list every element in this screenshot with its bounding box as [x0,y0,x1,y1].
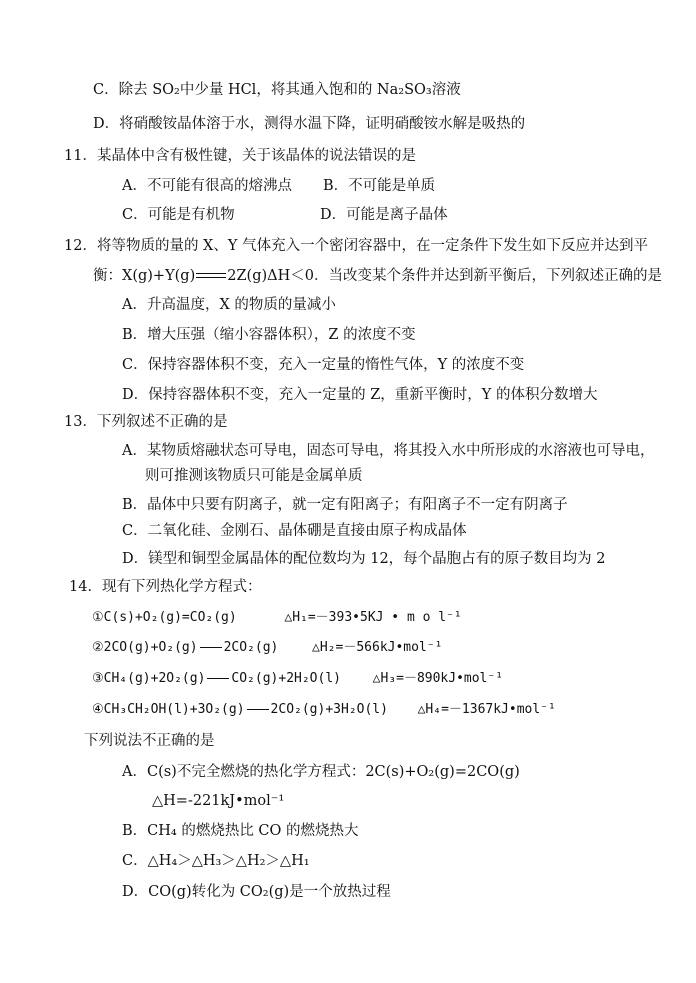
equation-4 [92,700,556,720]
q12-option-d: D．保持容器体积不变，充入一定量的 Z，重新平衡时，Y 的体积分数增大 [122,387,598,403]
q13-option-a-line2: 则可推测该物质只可能是金属单质 [145,468,363,484]
equation-3-lhs: ③CH₄(g)+2O₂(g) [92,671,206,686]
q14-option-a-line2: △H=-221kJ•mol⁻¹ [152,793,285,809]
q14-option-b: B．CH₄ 的燃烧热比 CO 的燃烧热大 [122,823,359,839]
q13-option-c: C．二氧化硅、金刚石、晶体硼是直接由原子构成晶体 [122,523,467,539]
q11-option-a: A．不可能有很高的熔沸点 [122,178,292,194]
equation-3 [92,669,503,689]
q13-option-d: D．镁型和铜型金属晶体的配位数均为 12，每个晶胞占有的原子数目均为 2 [122,551,606,567]
reaction-arrow-icon [200,647,222,648]
q12-option-c: C．保持容器体积不变，充入一定量的惰性气体，Y 的浓度不变 [122,357,525,373]
equation-3-rhs: CO₂(g)+2H₂O(l) [231,671,341,686]
equation-2 [92,638,442,658]
q12-reaction-rhs: 2Z(g)ΔH＜0．当改变某个条件并达到新平衡后，下列叙述正确的是 [227,268,662,284]
equation-4-lhs: ④CH₃CH₂OH(l)+3O₂(g) [92,702,245,717]
question-12: 12．将等物质的量的 X、Y 气体充入一个密闭容器中，在一定条件下发生如下反应并达到平 [64,238,649,254]
q12-reaction-lhs: 衡：X(g)+Y(g) [93,268,196,284]
question-13: 13．下列叙述不正确的是 [64,414,228,430]
equation-1 [92,608,462,628]
equation-4-rhs: 2CO₂(g)+3H₂O(l) [270,702,388,717]
q12-option-a: A．升高温度，X 的物质的量减小 [122,297,336,313]
q13-option-a-line1: A．某物质熔融状态可导电，固态可导电，将其投入水中所形成的水溶液也可导电， [122,443,655,459]
equation-2-enthalpy: △H₂=－566kJ•mol⁻¹ [312,640,443,655]
equation-1-lhs: ①C(s)+O₂(g)=CO₂(g) [92,610,237,625]
equation-1-enthalpy: △H₁=－393•5KJ • m o l⁻¹ [284,610,462,625]
equilibrium-arrow-icon [196,271,226,281]
q14-option-d: D．CO(g)转化为 CO₂(g)是一个放热过程 [122,884,391,900]
equation-4-enthalpy: △H₄=－1367kJ•mol⁻¹ [417,702,556,717]
question-11: 11．某晶体中含有极性键，关于该晶体的说法错误的是 [64,148,416,164]
equation-2-lhs: ②2CO(g)+O₂(g) [92,640,198,655]
q14-option-a-line1: A．C(s)不完全燃烧的热化学方程式：2C(s)+O₂(g)=2CO(g) [122,764,520,780]
q12-option-b: B．增大压强（缩小容器体积），Z 的浓度不变 [122,327,416,343]
reaction-arrow-icon [207,678,229,679]
q14-option-c: C．△H₄＞△H₃＞△H₂＞△H₁ [122,853,310,869]
equation-2-rhs: 2CO₂(g) [223,640,279,655]
q11-option-d: D．可能是离子晶体 [320,207,448,223]
option-d-prev: D．将硝酸铵晶体溶于水，测得水温下降，证明硝酸铵水解是吸热的 [93,116,526,132]
equation-3-enthalpy: △H₃=－890kJ•mol⁻¹ [372,671,504,686]
q12-reaction-line [93,266,662,286]
q14-stem: 下列说法不正确的是 [84,733,215,749]
option-c-prev: C．除去 SO₂中少量 HCl，将其通入饱和的 Na₂SO₃溶液 [93,82,461,98]
question-14: 14．现有下列热化学方程式： [69,579,262,595]
reaction-arrow-icon [247,709,269,710]
q11-option-b: B．不可能是单质 [323,178,436,194]
q11-option-c: C．可能是有机物 [122,207,235,223]
q13-option-b: B．晶体中只要有阴离子，就一定有阳离子；有阳离子不一定有阴离子 [122,497,568,513]
